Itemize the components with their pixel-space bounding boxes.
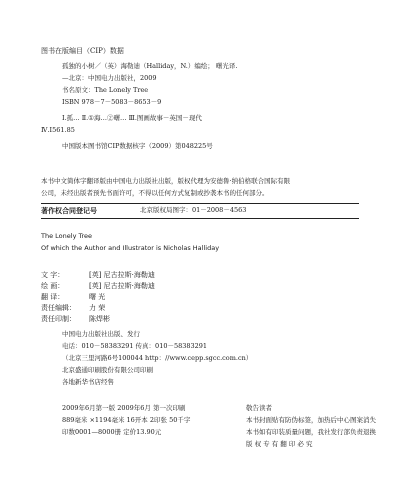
cip-heading: 图书在版编目（CIP）数据: [41, 47, 124, 55]
credit-value: 力 荣: [89, 304, 106, 312]
divider-bottom: [41, 218, 359, 219]
notice-line-2: 本书如有印装质量问题，我社发行部负责退换: [246, 428, 376, 436]
cip-line-6: Ⅳ.I561.85: [41, 126, 75, 134]
registration-value: 北京版权局图字：01－2008－4563: [140, 206, 247, 214]
credit-label: 责任编辑：: [41, 304, 76, 312]
credit-value: 曙 光: [89, 293, 106, 301]
notice-line-3: 版 权 专 有 翻 印 必 究: [246, 440, 313, 448]
publisher-line-1: 中国电力出版社出版、发行: [62, 330, 140, 338]
credit-translation: [41, 293, 105, 302]
copyright-notice-line-1: 本书中文简体字翻译版由中国电力出版社出版，版权代理为安德鲁·纳伯格联合国际有限: [41, 177, 291, 185]
credit-value: [英] 尼古拉斯·海勒迪: [89, 271, 155, 279]
print-info-line-2: 889毫米 ×1194毫米 16开本 2印张 50千字: [62, 416, 191, 424]
cip-line-3: 书名原文：The Lonely Tree: [62, 86, 149, 94]
print-info-line-3: 印数0001—8000册 定价13.90元: [62, 428, 162, 436]
cip-line-2: —北京：中国电力出版社，2009: [62, 74, 157, 82]
cip-line-1: 孤独的小树／（英）海勒迪（Halliday，N.）编绘； 曙光译.: [62, 62, 238, 70]
notice-line-1: 本书封面贴有防伪标签，加热后中心图案消失: [246, 416, 376, 424]
credit-label: 责任印制：: [41, 315, 76, 323]
credit-illustration: [41, 282, 155, 291]
cip-line-5: Ⅰ.孤… Ⅱ.①海…②曙… Ⅲ.图画故事－英国－现代: [62, 114, 202, 122]
notice-heading: 敬告读者: [246, 404, 272, 412]
copyright-notice-line-2: 公司，未经出版者预先书面许可，不得以任何方式复制或抄袭本书的任何部分。: [41, 189, 269, 197]
credit-label: 翻 译：: [41, 293, 65, 301]
cip-line-4: ISBN 978－7－5083－8653－9: [62, 98, 162, 106]
publisher-line-2: 电话：010－58383291 传真：010－58383291: [62, 342, 208, 350]
credit-value: [英] 尼古拉斯·海勒迪: [89, 282, 155, 290]
english-author-line: Of which the Author and Illustrator is Nicholas Halliday: [41, 244, 220, 252]
publisher-line-3: （北京三里河路6号100044 http：//www.cepp.sgcc.com.cn）: [62, 354, 253, 362]
publisher-line-4: 北京盛通印刷股份有限公司印刷: [62, 366, 153, 374]
publisher-line-5: 各地新华书店经售: [62, 378, 114, 386]
credit-label: 文 字：: [41, 271, 65, 279]
credit-label: 绘 画：: [41, 282, 65, 290]
cip-number: 中国版本图书馆CIP数据核字（2009）第048225号: [62, 142, 213, 150]
credit-editor: [41, 304, 105, 313]
divider-top: [41, 203, 359, 204]
credit-value: 陈焊彬: [89, 315, 110, 323]
print-info-line-1: 2009年6月第一版 2009年6月 第一次印刷: [62, 404, 186, 412]
registration-label: 著作权合同登记号: [41, 206, 97, 215]
credit-print-manager: [41, 315, 110, 324]
credit-text: [41, 271, 155, 280]
english-title: The Lonely Tree: [41, 232, 93, 240]
